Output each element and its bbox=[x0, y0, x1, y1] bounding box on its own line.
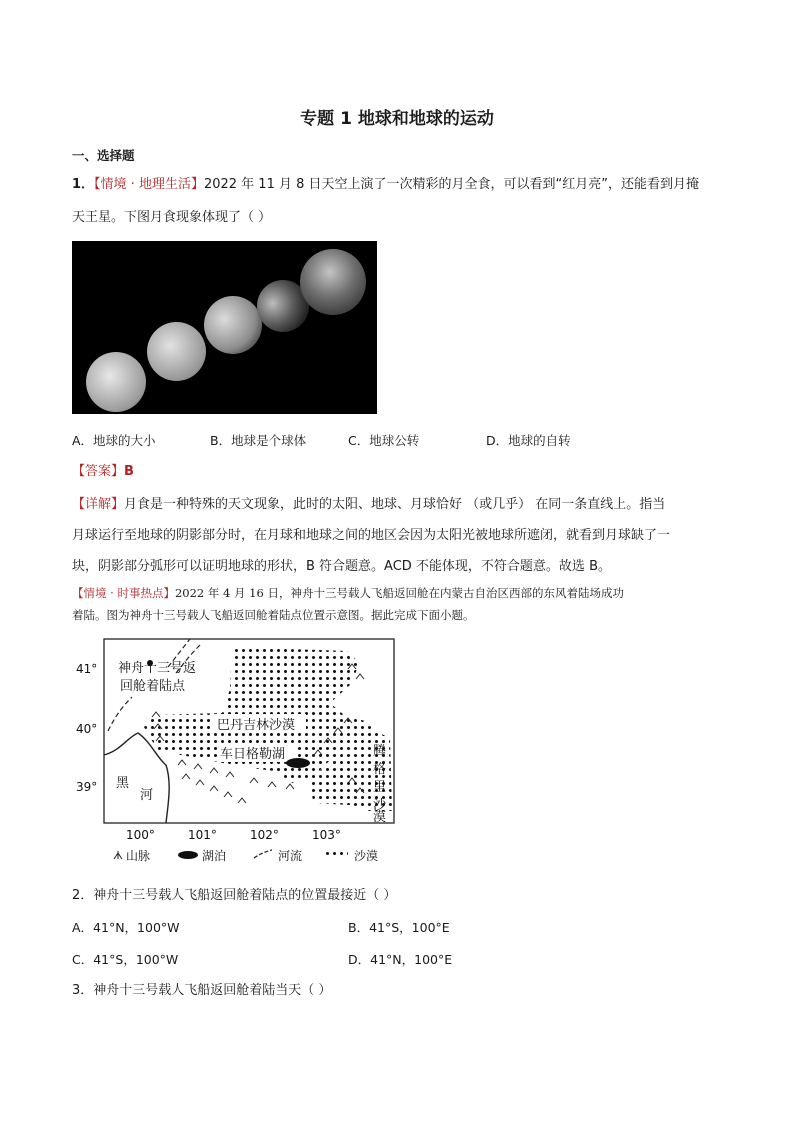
lat-label-40: 40° bbox=[76, 722, 98, 736]
detail-text-1: 月食是一种特殊的天文现象，此时的太阳、地球、月球恰好 （或几乎） 在同一条直线上。指当 bbox=[124, 497, 666, 512]
tengger-char-4: 沙 bbox=[373, 798, 387, 813]
q1-option-b: B．地球是个球体 bbox=[210, 433, 307, 448]
legend-lake-icon bbox=[178, 851, 198, 859]
lat-label-41: 41° bbox=[76, 662, 98, 676]
q1-option-c: C．地球公转 bbox=[348, 433, 420, 448]
q1-stem-1: 2022 年 11 月 8 日天空上演了一次精彩的月全食，可以看到“红月亮”，还能看到月掩 bbox=[203, 177, 699, 192]
q1-number: 1． bbox=[72, 177, 95, 192]
landing-label-2: 回舱着陆点 bbox=[120, 679, 186, 694]
lunar-eclipse-photo bbox=[72, 241, 377, 414]
q1-stem-2: 天王星。下图月食现象体现了（ ） bbox=[72, 210, 272, 225]
q1-detail-2: 月球运行至地球的阴影部分时，在月球和地球之间的地区会因为太阳光被地球所遮闭，就看到月球缺了一 bbox=[72, 528, 671, 543]
lon-label-100: 100° bbox=[126, 828, 155, 842]
lon-label-102: 102° bbox=[250, 828, 279, 842]
q2-option-a: A．41°N，100°W bbox=[72, 920, 180, 935]
tengger-char-2: 格 bbox=[373, 762, 387, 777]
q1-context-tag: 【情境 · 地理生活】 bbox=[94, 177, 204, 192]
river-label-1: 黑 bbox=[116, 776, 130, 791]
landing-site-map bbox=[72, 633, 402, 868]
context-line2: 着陆。图为神舟十三号载人飞船返回舱着陆点位置示意图。据此完成下面小题。 bbox=[72, 608, 475, 622]
q1-option-d: D．地球的自转 bbox=[486, 433, 571, 448]
answer-tag: 【答案】 bbox=[72, 464, 125, 479]
q2-option-d: D．41°N，100°E bbox=[348, 952, 453, 967]
tengger-char-5: 漠 bbox=[373, 810, 387, 825]
lat-label-39: 39° bbox=[76, 780, 98, 794]
legend-lake-label: 湖泊 bbox=[202, 849, 227, 863]
moon-3 bbox=[204, 296, 262, 354]
moon-2 bbox=[147, 322, 206, 381]
legend-river-label: 河流 bbox=[278, 849, 303, 863]
q1-detail-3: 块，阴影部分弧形可以证明地球的形状，B 符合题意。ACD 不能体现，不符合题意。故选 B。 bbox=[72, 559, 611, 574]
q3-stem: 3．神舟十三号载人飞船返回舱着陆当天（ ） bbox=[72, 983, 332, 998]
map-svg bbox=[72, 633, 402, 868]
q2-option-c: C．41°S，100°W bbox=[72, 952, 179, 967]
answer-value: B bbox=[124, 464, 134, 479]
section-heading: 一、选择题 bbox=[72, 148, 135, 163]
page-title: 专题 1 地球和地球的运动 bbox=[300, 109, 494, 129]
q1-option-a: A．地球的大小 bbox=[72, 433, 156, 448]
q1-line1 bbox=[72, 175, 699, 195]
q2-option-b: B．41°S，100°E bbox=[348, 920, 450, 935]
q1-answer bbox=[72, 462, 134, 482]
legend-river-icon bbox=[254, 850, 272, 858]
lake-label: 车日格勒湖 bbox=[220, 747, 286, 762]
context-tag: 【情境 · 时事热点】 bbox=[72, 586, 175, 600]
landing-label-1: 神舟十三号返 bbox=[118, 661, 197, 676]
lake-shape bbox=[286, 758, 310, 768]
badain-jaran-label: 巴丹吉林沙漠 bbox=[217, 718, 296, 733]
legend-mountain-icon bbox=[114, 851, 122, 859]
q2-stem: 2．神舟十三号载人飞船返回舱着陆点的位置最接近（ ） bbox=[72, 888, 397, 903]
q1-detail-1 bbox=[72, 495, 665, 515]
legend-mountain-label: 山脉 bbox=[126, 849, 151, 863]
river-label-2: 河 bbox=[140, 788, 154, 803]
context-line1 bbox=[72, 583, 624, 603]
moon-1 bbox=[86, 352, 146, 412]
legend-desert-icon bbox=[326, 849, 348, 859]
tengger-char-1: 腾 bbox=[373, 744, 387, 759]
legend-desert-label: 沙漠 bbox=[354, 849, 379, 863]
lon-label-103: 103° bbox=[312, 828, 341, 842]
lon-label-101: 101° bbox=[188, 828, 217, 842]
context-text-1: 2022 年 4 月 16 日，神舟十三号载人飞船返回舱在内蒙古自治区西部的东风着陆场成功 bbox=[174, 586, 624, 600]
moon-5 bbox=[300, 249, 366, 315]
detail-tag: 【详解】 bbox=[72, 497, 125, 512]
tengger-char-3: 里 bbox=[373, 780, 387, 795]
